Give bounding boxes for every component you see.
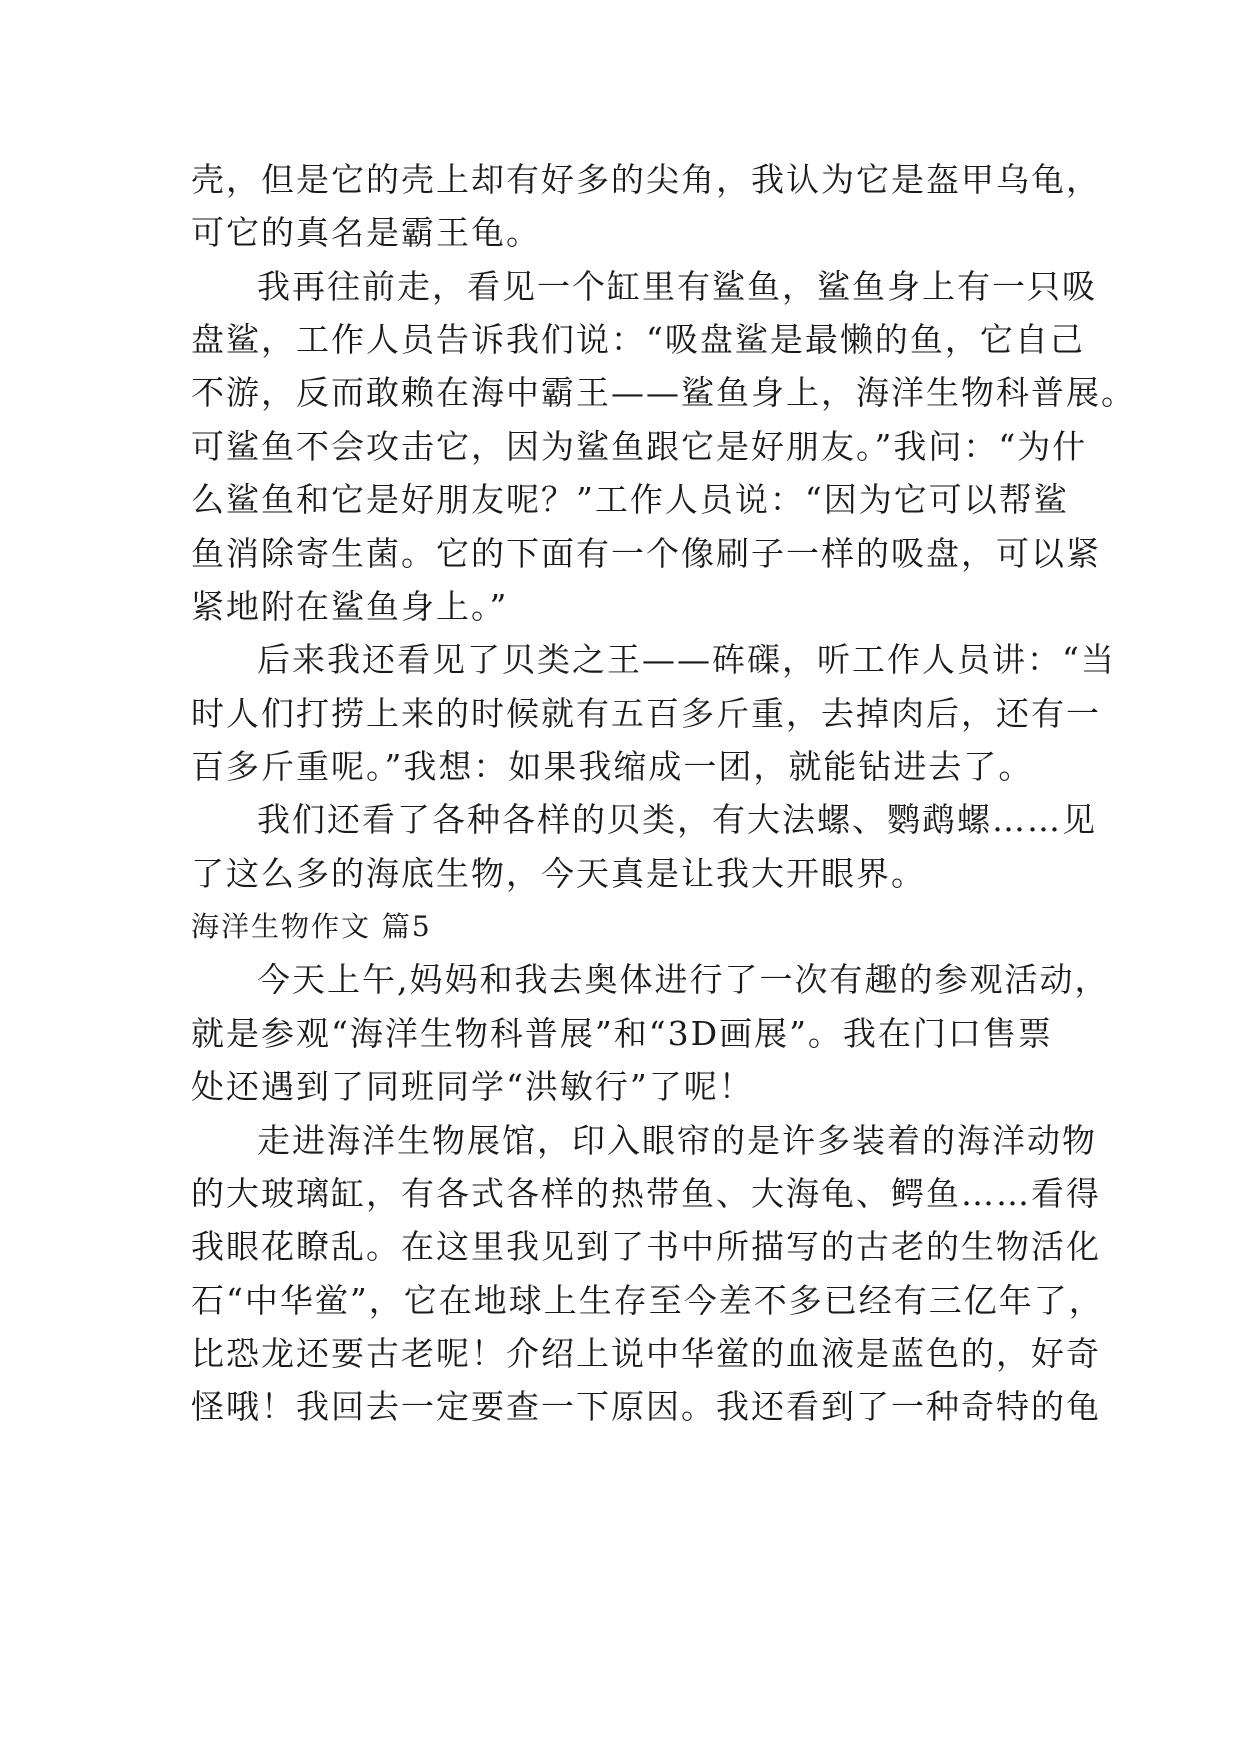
text-line: 比恐龙还要古老呢！介绍上说中华鲎的血液是蓝色的，好奇 bbox=[191, 1334, 1101, 1373]
text-line: 处还遇到了同班同学“洪敏行”了呢！ bbox=[191, 1067, 754, 1106]
text-line: 的大玻璃缸，有各式各样的热带鱼、大海龟、鳄鱼……看得 bbox=[191, 1174, 1101, 1213]
paragraph-first-line: 走进海洋生物展馆，印入眼帘的是许多装着的海洋动物 bbox=[257, 1121, 1097, 1160]
text-line: 么鲨鱼和它是好朋友呢？”工作人员说：“因为它可以帮鲨 bbox=[191, 480, 1069, 519]
text-line: 就是参观“海洋生物科普展”和“3D画展”。我在门口售票 bbox=[191, 1014, 1053, 1053]
text-line: 鱼消除寄生菌。它的下面有一个像刷子一样的吸盘，可以紧 bbox=[191, 534, 1101, 573]
text-line: 盘鲨，工作人员告诉我们说：“吸盘鲨是最懒的鱼，它自己 bbox=[191, 320, 1085, 359]
text-line: 了这么多的海底生物，今天真是让我大开眼界。 bbox=[191, 854, 926, 893]
text-line: 我眼花瞭乱。在这里我见到了书中所描写的古老的生物活化 bbox=[191, 1227, 1101, 1266]
text-line: 百多斤重呢。”我想：如果我缩成一团，就能钻进去了。 bbox=[191, 747, 1034, 786]
text-line: 壳，但是它的壳上却有好多的尖角，我认为它是盔甲乌龟， bbox=[191, 160, 1101, 199]
text-line: 不游，反而敢赖在海中霸王——鲨鱼身上，海洋生物科普展。 bbox=[191, 373, 1136, 412]
text-line: 石“中华鲎”，它在地球上生存至今差不多已经有三亿年了， bbox=[191, 1281, 1104, 1320]
paragraph-first-line: 后来我还看见了贝类之王——砗磲，听工作人员讲：“当 bbox=[257, 640, 1116, 679]
text-line: 可它的真名是霸王龟。 bbox=[191, 213, 541, 252]
paragraph-first-line: 今天上午,妈妈和我去奥体进行了一次有趣的参观活动， bbox=[257, 960, 1110, 999]
text-line: 怪哦！我回去一定要查一下原因。我还看到了一种奇特的龟 bbox=[191, 1387, 1101, 1426]
paragraph-first-line: 我再往前走，看见一个缸里有鲨鱼，鲨鱼身上有一只吸 bbox=[257, 267, 1097, 306]
text-line: 紧地附在鲨鱼身上。” bbox=[191, 587, 509, 626]
text-line: 可鲨鱼不会攻击它，因为鲨鱼跟它是好朋友。”我问：“为什 bbox=[191, 427, 1088, 466]
paragraph-first-line: 我们还看了各种各样的贝类，有大法螺、鹦鹉螺……见 bbox=[257, 800, 1097, 839]
text-line: 时人们打捞上来的时候就有五百多斤重，去掉肉后，还有一 bbox=[191, 694, 1101, 733]
section-heading: 海洋生物作文 篇5 bbox=[191, 910, 432, 943]
